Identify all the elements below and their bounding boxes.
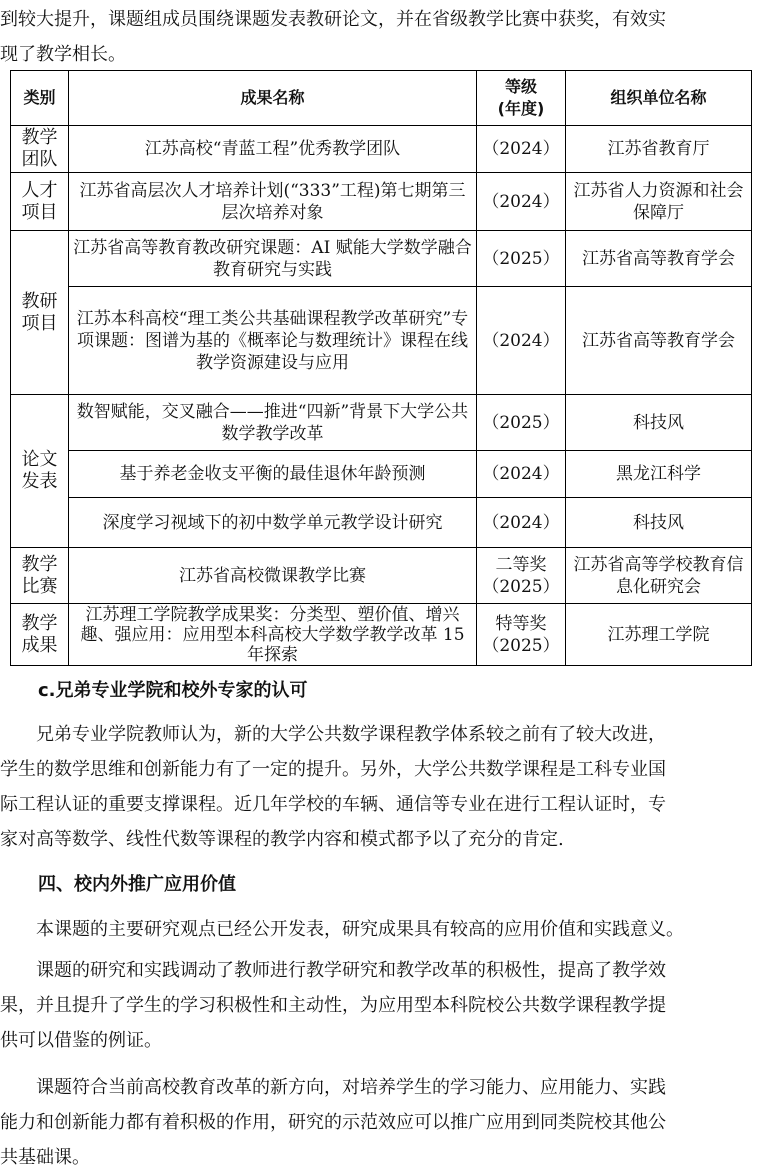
text-line: 到较大提升，课题组成员围绕课题发表教研论文，并在省级教学比赛中获奖，有效实 <box>0 9 666 30</box>
section-c-paragraph <box>0 717 760 857</box>
header-org: 组织单位名称 <box>566 71 752 126</box>
table-header-row <box>11 71 752 126</box>
section-4-paragraph-3 <box>0 1070 760 1175</box>
org-cell: 江苏省高等教育学会 <box>566 287 752 395</box>
table-row <box>11 548 752 604</box>
section-4-paragraph-2 <box>0 953 760 1058</box>
name-cell: 江苏高校“青蓝工程”优秀教学团队 <box>69 126 477 173</box>
org-cell: 江苏省教育厅 <box>566 126 752 173</box>
level-cell: （2024） <box>477 126 566 173</box>
text-line: 本课题的主要研究观点已经公开发表，研究成果具有较高的应用价值和实践意义。 <box>36 919 684 940</box>
level-cell: （2024） <box>477 451 566 498</box>
level-year: （2025） <box>482 576 560 597</box>
level-cell <box>477 548 566 604</box>
name-cell: 深度学习视域下的初中数学单元教学设计研究 <box>69 498 477 548</box>
name-cell: 基于养老金收支平衡的最佳退休年龄预测 <box>69 451 477 498</box>
org-cell: 科技风 <box>566 395 752 451</box>
text-line: 际工程认证的重要支撑课程。近几年学校的车辆、通信等专业在进行工程认证时，专 <box>0 794 666 815</box>
text-line: 课题的研究和实践调动了教师进行教学研究和教学改革的积极性，提高了教学效 <box>36 960 666 981</box>
level-award: 特等奖 <box>495 613 547 634</box>
org-cell: 江苏省高等教育学会 <box>566 231 752 287</box>
intro-paragraph <box>0 2 760 72</box>
org-cell: 江苏省人力资源和社会保障厅 <box>566 173 752 231</box>
category-cell: 论文发表 <box>11 395 69 548</box>
level-award: 二等奖 <box>495 554 547 575</box>
text-line: 果，并且提升了学生的学习积极性和主动性，为应用型本科院校公共数学课程教学提 <box>0 995 666 1016</box>
text-line: 能力和创新能力都有着积极的作用，研究的示范效应可以推广应用到同类院校其他公 <box>0 1112 666 1133</box>
org-cell: 科技风 <box>566 498 752 548</box>
header-category: 类别 <box>11 71 69 126</box>
category-cell: 人才项目 <box>11 173 69 231</box>
name-cell: 江苏本科高校“理工类公共基础课程教学改革研究”专项课题：图谱为基的《概率论与数理统计》课程在线教学资源建设与应用 <box>69 287 477 395</box>
section-4-paragraph-1 <box>0 912 760 947</box>
table-row <box>11 173 752 231</box>
level-cell: （2024） <box>477 287 566 395</box>
org-cell: 江苏省高等学校教育信息化研究会 <box>566 548 752 604</box>
org-cell: 黑龙江科学 <box>566 451 752 498</box>
header-level <box>477 71 566 126</box>
header-name: 成果名称 <box>69 71 477 126</box>
table-row <box>11 395 752 451</box>
name-cell: 江苏省高层次人才培养计划(“333”工程)第七期第三层次培养对象 <box>69 173 477 231</box>
section-4-heading: 四、校内外推广应用价值 <box>38 874 236 895</box>
table-row <box>11 231 752 287</box>
header-level-line1: 等级 <box>504 77 537 96</box>
org-cell: 江苏理工学院 <box>566 604 752 666</box>
level-year: （2025） <box>482 635 560 656</box>
table-row <box>11 287 752 395</box>
text-line: 共基础课。 <box>0 1147 90 1168</box>
level-cell: （2024） <box>477 173 566 231</box>
table-row <box>11 126 752 173</box>
category-cell: 教学成果 <box>11 604 69 666</box>
name-cell: 数智赋能，交叉融合——推进“四新”背景下大学公共数学教学改革 <box>69 395 477 451</box>
text-line: 供可以借鉴的例证。 <box>0 1030 162 1051</box>
category-cell: 教研项目 <box>11 231 69 395</box>
text-line: 现了教学相长。 <box>0 44 126 65</box>
results-table <box>10 70 752 666</box>
table-row <box>11 498 752 548</box>
text-line: 学生的数学思维和创新能力有了一定的提升。另外，大学公共数学课程是工科专业国 <box>0 759 666 780</box>
text-line: 家对高等数学、线性代数等课程的教学内容和模式都予以了充分的肯定. <box>0 829 564 850</box>
text-line: 课题符合当前高校教育改革的新方向，对培养学生的学习能力、应用能力、实践 <box>36 1077 666 1098</box>
name-cell: 江苏省高校微课教学比赛 <box>69 548 477 604</box>
header-level-line2: (年度) <box>497 99 545 118</box>
table-row <box>11 604 752 666</box>
category-cell: 教学团队 <box>11 126 69 173</box>
level-cell: （2025） <box>477 231 566 287</box>
level-cell: （2024） <box>477 498 566 548</box>
text-line: 兄弟专业学院教师认为，新的大学公共数学课程教学体系较之前有了较大改进， <box>36 724 666 745</box>
level-cell <box>477 604 566 666</box>
name-cell: 江苏省高等教育教改研究课题：AI 赋能大学数学融合教育研究与实践 <box>69 231 477 287</box>
section-c-heading: c.兄弟专业学院和校外专家的认可 <box>38 680 308 701</box>
table-row <box>11 451 752 498</box>
category-cell: 教学比赛 <box>11 548 69 604</box>
level-cell: （2025） <box>477 395 566 451</box>
name-cell: 江苏理工学院教学成果奖：分类型、塑价值、增兴趣、强应用：应用型本科高校大学数学教学改革 15 年探索 <box>69 604 477 666</box>
